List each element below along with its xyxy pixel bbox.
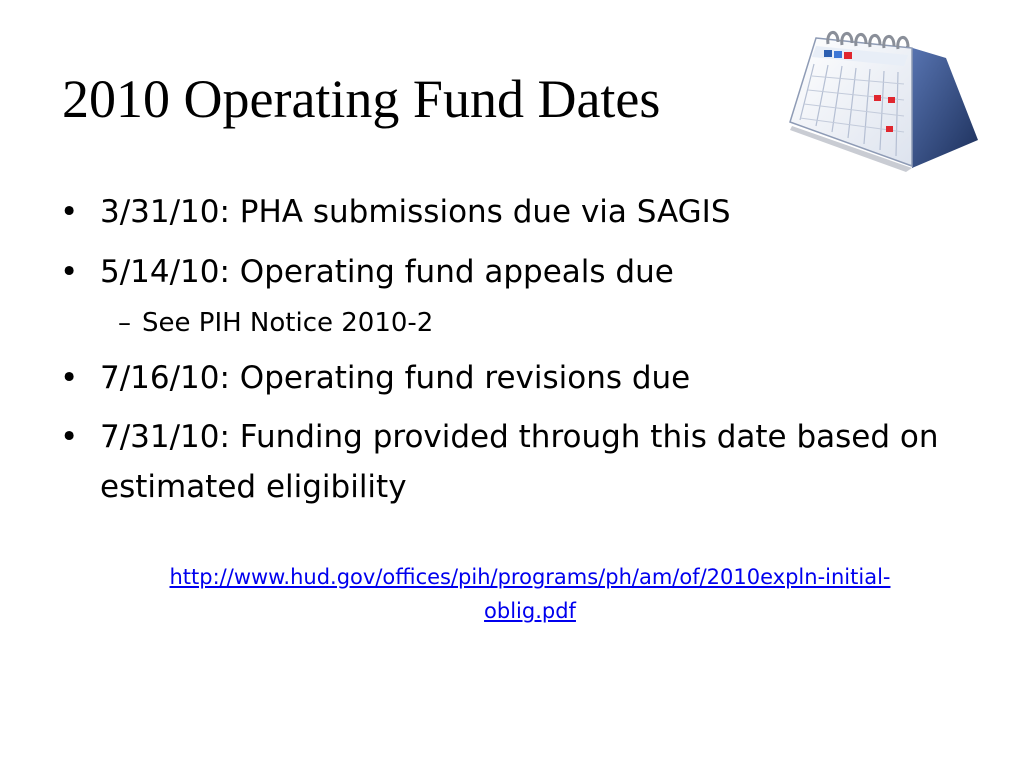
- reference-link-line-1[interactable]: http://www.hud.gov/offices/pih/programs/ph/am/of/2010expln-initial-: [169, 565, 891, 589]
- bullet-text: 3/31/10: PHA submissions due via SAGIS: [100, 194, 731, 230]
- bullet-glyph: •: [60, 360, 79, 396]
- bullet-glyph: •: [60, 419, 79, 455]
- sub-bullet-text: See PIH Notice 2010-2: [142, 308, 434, 338]
- sub-bullet-item: [60, 300, 960, 346]
- bullet-text: 7/31/10: Funding provided through this date based on estimated eligibility: [100, 419, 939, 505]
- bullet-list: [60, 184, 960, 512]
- bullet-item-3: [60, 350, 960, 406]
- dash-glyph: –: [118, 308, 131, 338]
- bullet-glyph: •: [60, 194, 79, 230]
- calendar-icon: [786, 18, 980, 172]
- bullet-item-2: [60, 244, 960, 300]
- bullet-text: 7/16/10: Operating fund revisions due: [100, 360, 691, 396]
- reference-link-block: [60, 560, 1000, 628]
- reference-link-line-2[interactable]: oblig.pdf: [484, 599, 576, 623]
- bullet-text: 5/14/10: Operating fund appeals due: [100, 254, 674, 290]
- slide-title: 2010 Operating Fund Dates: [62, 69, 661, 129]
- bullet-glyph: •: [60, 254, 79, 290]
- bullet-item-1: [60, 184, 960, 240]
- bullet-item-4: [60, 412, 960, 512]
